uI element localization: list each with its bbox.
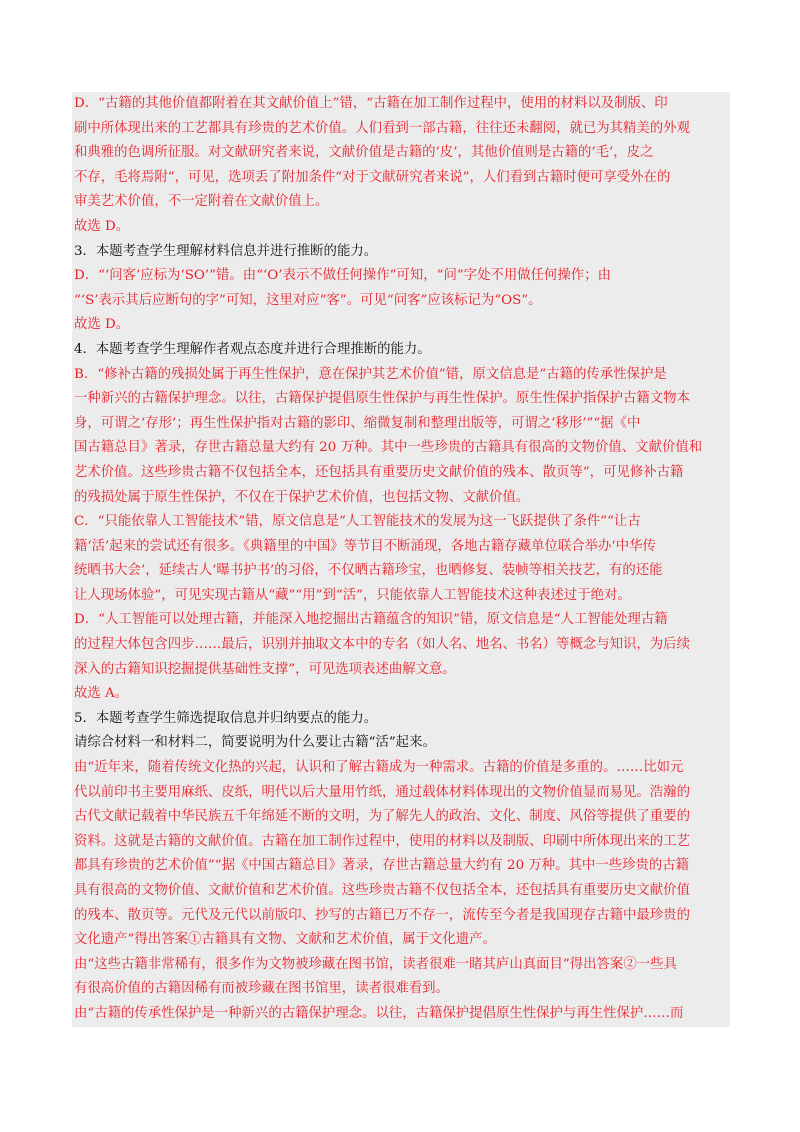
text-line: 古代文献记载着中华民族五千年绵延不断的文明，为了解先人的政治、文化、制度、风俗等提供了重要的 xyxy=(72,805,730,830)
text-line: 深入的古籍知识挖掘提供基础性支撑”，可见选项表述曲解文意。 xyxy=(72,658,730,683)
text-line: 籍‘活’起来的尝试还有很多。《典籍里的中国》等节目不断涌现，各地古籍存藏单位联合举办‘中华传 xyxy=(72,535,730,560)
text-line: 的残损处属于原生性保护，不仅在于保护艺术价值，也包括文物、文献价值。 xyxy=(72,486,730,511)
document-body xyxy=(72,92,730,1027)
text-line: 让人现场体验”，可见实现古籍从“藏”“用”到“活”，只能依靠人工智能技术这种表述过于绝对。 xyxy=(72,584,730,609)
text-line: 由“近年来，随着传统文化热的兴起，认识和了解古籍成为一种需求。古籍的价值是多重的。……比如元 xyxy=(72,756,730,781)
text-line: 故选 A。 xyxy=(72,682,730,707)
text-line: 有很高价值的古籍因稀有而被珍藏在图书馆里，读者很难看到。 xyxy=(72,977,730,1002)
text-line: 4．本题考查学生理解作者观点态度并进行合理推断的能力。 xyxy=(72,338,730,363)
text-line: 的残本、散页等。元代及元代以前版印、抄写的古籍已万不存一，流传至今者是我国现存古籍中最珍贵的 xyxy=(72,904,730,929)
text-line: 请综合材料一和材料二，简要说明为什么要让古籍“活”起来。 xyxy=(72,731,730,756)
text-line: 和典雅的色调所征服。对文献研究者来说，文献价值是古籍的‘皮’，其他价值则是古籍的‘毛’，皮之 xyxy=(72,141,730,166)
text-line: 5．本题考查学生筛选提取信息并归纳要点的能力。 xyxy=(72,707,730,732)
text-line: 一种新兴的古籍保护理念。以往，古籍保护提倡原生性保护与再生性保护。原生性保护指保护古籍文物本 xyxy=(72,387,730,412)
text-line: 文化遗产”得出答案①古籍具有文物、文献和艺术价值，属于文化遗产。 xyxy=(72,928,730,953)
text-line: D．“人工智能可以处理古籍，并能深入地挖掘出古籍蕴含的知识”错，原文信息是“人工智能处理古籍 xyxy=(72,608,730,633)
text-line: 资料。这就是古籍的文献价值。古籍在加工制作过程中，使用的材料以及制版、印刷中所体现出来的工艺 xyxy=(72,830,730,855)
text-line: 的过程大体包含四步……最后，识别并抽取文本中的专名（如人名、地名、书名）等概念与知识，为后续 xyxy=(72,633,730,658)
text-line: 由“古籍的传承性保护是一种新兴的古籍保护理念。以往，古籍保护提倡原生性保护与再生性保护……而 xyxy=(72,1002,730,1027)
text-line: 故选 D。 xyxy=(72,215,730,240)
text-line: 由“这些古籍非常稀有，很多作为文物被珍藏在图书馆，读者很难一睹其庐山真面目”得出答案②一些具 xyxy=(72,953,730,978)
text-line: 具有很高的文物价值、文献价值和艺术价值。这些珍贵古籍不仅包括全本，还包括具有重要历史文献价值 xyxy=(72,879,730,904)
text-line: C．“只能依靠人工智能技术”错，原文信息是“人工智能技术的发展为这一飞跃提供了条件”“让古 xyxy=(72,510,730,535)
text-line: 不存，毛将焉附”，可见，选项丢了附加条件“对于文献研究者来说”，人们看到古籍时便可享受外在的 xyxy=(72,166,730,191)
text-line: D．“古籍的其他价值都附着在其文献价值上”错，“古籍在加工制作过程中，使用的材料以及制版、印 xyxy=(72,92,730,117)
text-line: 艺术价值。这些珍贵古籍不仅包括全本，还包括具有重要历史文献价值的残本、散页等”，可见修补古籍 xyxy=(72,461,730,486)
text-line: 代以前印书主要用麻纸、皮纸，明代以后大量用竹纸，通过载体材料体现出的文物价值显而易见。浩瀚的 xyxy=(72,781,730,806)
text-line: B．“修补古籍的残损处属于再生性保护，意在保护其艺术价值”错，原文信息是“古籍的传承性保护是 xyxy=(72,363,730,388)
text-line: 统晒书大会’，延续古人‘曝书护书’的习俗，不仅晒古籍珍宝，也晒修复、装帧等相关技艺，有的还能 xyxy=(72,559,730,584)
text-line: 审美艺术价值，不一定附着在文献价值上。 xyxy=(72,190,730,215)
text-line: 故选 D。 xyxy=(72,313,730,338)
text-line: 3．本题考查学生理解材料信息并进行推断的能力。 xyxy=(72,240,730,265)
text-line: 身，可谓之‘存形’；再生性保护指对古籍的影印、缩微复制和整理出版等，可谓之‘移形’”“据《中 xyxy=(72,412,730,437)
text-line: D．“‘问客’应标为‘SO’”错。由“‘O’表示不做任何操作”可知，“问”字处不用做任何操作；由 xyxy=(72,264,730,289)
text-line: 刷中所体现出来的工艺都具有珍贵的艺术价值。人们看到一部古籍，往往还未翻阅，就已为其精美的外观 xyxy=(72,117,730,142)
text-line: “‘S’表示其后应断句的字”可知，这里对应“客”。可见“问客”应该标记为“OS”。 xyxy=(72,289,730,314)
text-line: 都具有珍贵的艺术价值”“据《中国古籍总目》著录，存世古籍总量大约有 20 万种。其中一些珍贵的古籍 xyxy=(72,854,730,879)
text-line: 国古籍总目》著录，存世古籍总量大约有 20 万种。其中一些珍贵的古籍具有很高的文物价值、文献价值和 xyxy=(72,436,730,461)
